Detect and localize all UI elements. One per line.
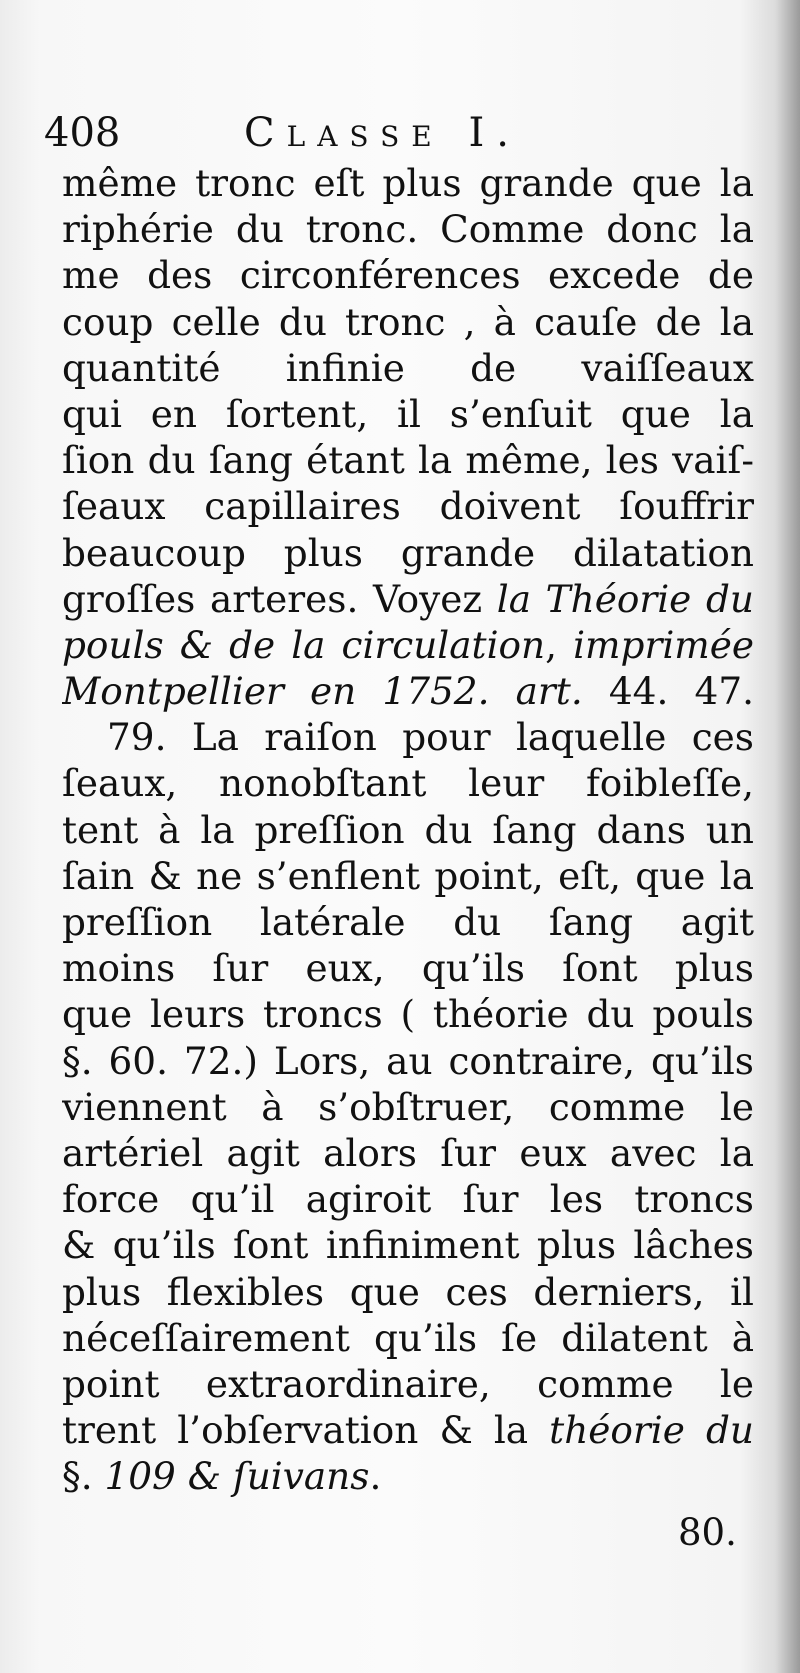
paragraph: [62, 714, 754, 1499]
text-span: néceſſairement qu’ils ſe dilatent à: [62, 1315, 754, 1360]
text-span: §.: [62, 1454, 105, 1499]
text-span: riphérie du tronc. Comme donc la: [62, 207, 754, 252]
text-span: trent l’obſervation & la: [62, 1408, 550, 1453]
text-line: [62, 206, 754, 252]
text-line: [62, 668, 754, 714]
text-span: même tronc eſt plus grande que la: [62, 161, 754, 205]
text-span: coup celle du tronc , à cauſe de la: [62, 299, 754, 344]
page-header: [44, 110, 744, 156]
text-line: [62, 299, 754, 345]
text-line: [62, 1222, 754, 1268]
text-line: [62, 1130, 754, 1176]
text-span: ſeaux, nonobſtant leur foibleſſe,: [62, 761, 754, 806]
text-line: [62, 622, 754, 668]
text-span: que leurs troncs ( théorie du pouls: [62, 992, 754, 1037]
text-line: [62, 576, 754, 622]
paragraph: [62, 160, 754, 714]
text-span: §. 60. 72.) Lors, au contraire, qu’ils: [62, 1038, 754, 1083]
text-span: .: [369, 1454, 382, 1499]
text-span: & qu’ils ſont infiniment plus lâches: [62, 1223, 754, 1268]
text-span: preſſion latérale du ſang agit: [62, 900, 754, 944]
text-line: [62, 1038, 754, 1084]
running-title: Classe I.: [244, 110, 521, 156]
text-span: ſain & ne s’enflent point, eſt, que la: [62, 853, 754, 898]
text-span: beaucoup plus grande dilatation: [62, 530, 754, 575]
text-line: [62, 1407, 754, 1453]
text-line: [62, 1315, 754, 1361]
text-line: [62, 1176, 754, 1222]
text-span: artériel agit alors ſur eux avec la: [62, 1130, 754, 1175]
text-line: [62, 853, 754, 899]
text-span: 79. La raiſon pour laquelle ces: [107, 715, 754, 760]
page-number: 408: [44, 110, 121, 156]
text-span: ſeaux capillaires doivent ſouffrir: [62, 484, 754, 529]
text-span: qui en ſortent, il s’enſuit que la: [62, 391, 754, 436]
text-span: ſion du ſang étant la même, les vaiſ-: [62, 438, 754, 483]
text-span: ,: [545, 622, 574, 667]
italic-text: imprimée: [573, 622, 754, 667]
catchword: 80.: [678, 1511, 737, 1554]
text-span: groſſes arteres. Voyez: [62, 576, 497, 621]
text-line: [62, 1453, 754, 1499]
text-line: [62, 991, 754, 1037]
text-line: [62, 1361, 754, 1407]
text-line: [62, 760, 754, 806]
italic-text: théorie du: [549, 1408, 754, 1453]
text-line: [62, 1269, 754, 1315]
text-span: quantité infinie de vaiſſeaux: [62, 345, 754, 390]
text-line: [62, 160, 754, 206]
italic-text: pouls & de la circulation: [62, 622, 546, 667]
text-line: [62, 807, 754, 853]
text-line: [62, 1084, 754, 1130]
text-span: viennent à s’obſtruer, comme le: [62, 1084, 754, 1129]
text-span: point extraordinaire, comme le: [62, 1361, 754, 1406]
text-line: [62, 252, 754, 298]
text-line: [62, 391, 754, 437]
text-span: moins ſur eux, qu’ils ſont plus: [62, 946, 754, 991]
text-line: [62, 345, 754, 391]
text-span: tent à la preſſion du ſang dans un: [62, 807, 754, 852]
italic-text: Montpellier en 1752. art.: [62, 669, 583, 714]
text-line: [62, 530, 754, 576]
text-span: force qu’il agiroit ſur les troncs: [62, 1177, 754, 1222]
italic-text: 109 & ſuivans: [104, 1454, 370, 1499]
text-span: 44. 47.: [582, 669, 754, 714]
italic-text: la Théorie du: [496, 576, 754, 621]
text-line: [62, 899, 754, 945]
body-text: [62, 160, 754, 1499]
text-span: plus flexibles que ces derniers, il: [62, 1269, 754, 1314]
text-line: [62, 945, 754, 991]
text-line: [62, 714, 754, 760]
text-line: [62, 437, 754, 483]
text-span: me des circonférences excede de: [62, 253, 754, 298]
text-line: [62, 483, 754, 529]
